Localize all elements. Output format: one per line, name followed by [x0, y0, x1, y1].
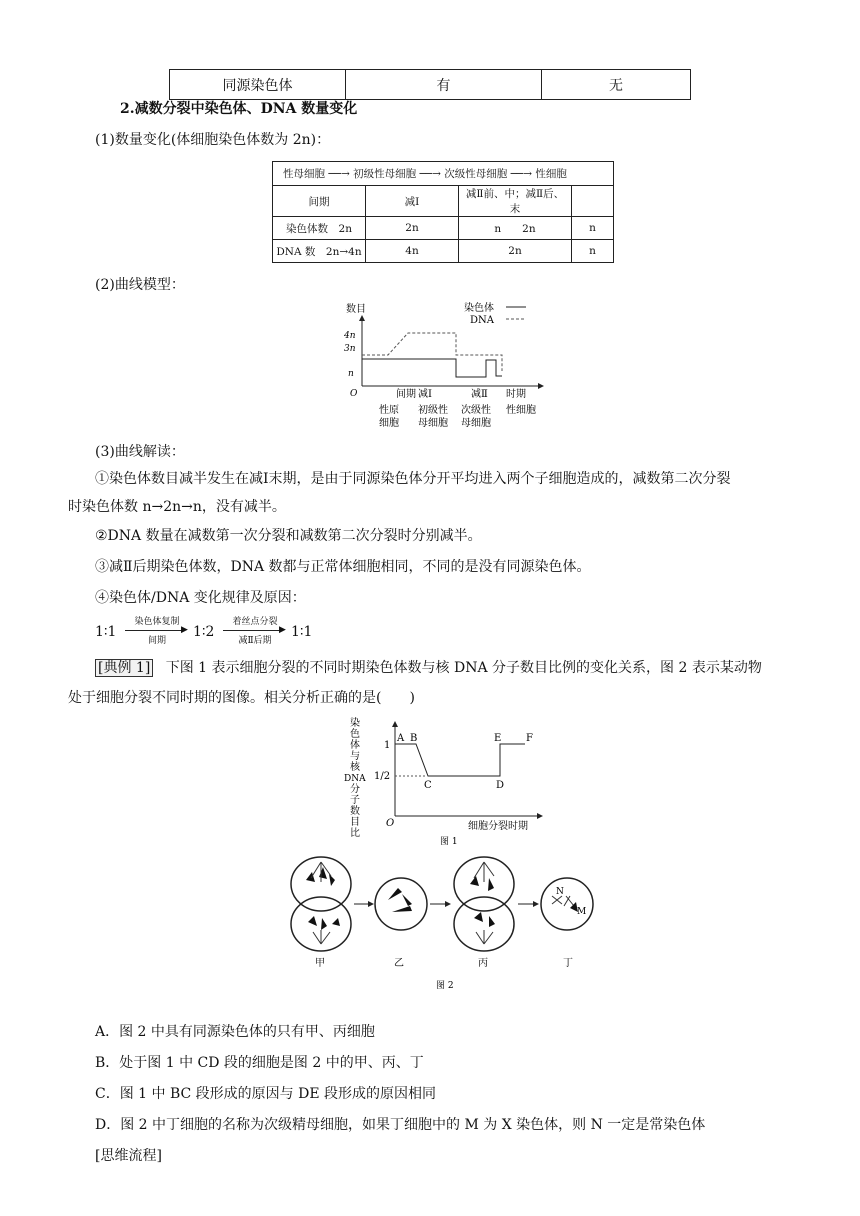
legend-chromosome: 染色体 [464, 303, 494, 314]
subheading-1: (1)数量变化(体细胞染色体数为 2n)： [95, 132, 331, 148]
paragraph: ③减Ⅱ后期染色体数，DNA 数都与正常体细胞相同，不同的是没有同源染色体。 [95, 559, 591, 575]
y-label-char: 分 [350, 784, 360, 795]
table-cell: 同源染色体 [170, 70, 346, 100]
table-cell: 有 [346, 70, 542, 100]
y-label-char: 体 [350, 740, 360, 751]
y-tick-label: 1/2 [374, 771, 391, 782]
paragraph: ①染色体数目减半发生在减Ⅰ末期，是由于同源染色体分开平均进入两个子细胞造成的，减数第二次分裂 [95, 471, 731, 487]
subheading-2: (2)曲线模型： [95, 277, 185, 293]
x-axis-label: 细胞分裂时期 [468, 821, 528, 832]
cell-label: 乙 [394, 958, 404, 969]
phase-label: 减Ⅱ [471, 389, 488, 400]
y-label-char: 与 [350, 751, 360, 762]
y-label-char: 数 [350, 806, 360, 817]
table-cell: n 2n [459, 217, 572, 240]
thinking-flow-heading: [思维流程] [95, 1148, 162, 1164]
y-axis-label [344, 716, 366, 839]
y-tick-label: n [348, 369, 354, 379]
curve-model-figure [336, 298, 556, 430]
y-label-char: 核 [350, 762, 360, 773]
section-title: 2.减数分裂中染色体、DNA 数量变化 [120, 101, 358, 117]
cell-label: 甲 [315, 958, 325, 969]
arrow-label-bottom: 间期 [147, 636, 166, 646]
y-tick-label: 3n [344, 344, 356, 354]
cell-label: 初级性 [418, 405, 448, 416]
cell-label: 性细胞 [506, 405, 536, 416]
arrow-head: ▶ [279, 625, 286, 635]
arrow-label-top: 着丝点分裂 [232, 617, 278, 627]
chromosome-curve [362, 359, 502, 377]
cell-label: 丙 [478, 958, 488, 969]
figure-caption: 图 2 [436, 981, 454, 991]
y-label-char: 比 [350, 828, 360, 839]
phase-label: 减Ⅰ [418, 389, 432, 400]
x-arrow [537, 813, 543, 819]
point-label: D [496, 780, 505, 791]
table-cell: 无 [542, 70, 691, 100]
arrow-line [125, 630, 185, 631]
count-table-header: 性母细胞 ──→ 初级性母细胞 ──→ 次级性母细胞 ──→ 性细胞 [273, 162, 614, 186]
y-tick-label: 4n [344, 331, 356, 341]
arrow-line [223, 630, 283, 631]
table-cell: DNA 数 2n→4n [273, 240, 366, 263]
x-arrow [538, 383, 544, 389]
table-cell: 4n [366, 240, 459, 263]
legend-dna: DNA [470, 315, 494, 326]
figure-2 [284, 852, 604, 992]
cell-ding [541, 878, 593, 930]
y-label-char: 子 [350, 795, 360, 806]
ratio-formula [95, 614, 415, 650]
table-cell: 减Ⅱ前、中；减Ⅱ后、末 [459, 186, 572, 217]
point-label: F [526, 733, 533, 744]
example-line-2: 处于细胞分裂不同时期的图像。相关分析正确的是( ) [68, 690, 415, 706]
point-label: C [424, 780, 432, 791]
count-table [272, 161, 614, 263]
y-arrow [359, 315, 365, 321]
cell-label: 细胞 [379, 418, 399, 429]
figure-1 [340, 716, 550, 848]
homolog-table [169, 69, 691, 100]
ratio-value: 1∶2 [193, 624, 215, 640]
y-arrow [392, 721, 398, 727]
arrow-head [368, 901, 374, 907]
ratio-value: 1∶1 [291, 624, 313, 640]
point-label: B [410, 733, 418, 744]
paragraph: ④染色体/DNA 变化规律及原因： [95, 590, 306, 606]
table-cell: 减Ⅰ [366, 186, 459, 217]
table-cell: n [572, 240, 614, 263]
arrow-head [533, 901, 539, 907]
example-tag: [典例 1] [95, 659, 153, 677]
marker-label: M [577, 907, 587, 917]
cell-bing [454, 857, 514, 951]
figure-caption: 图 1 [440, 837, 458, 847]
y-label-char: 目 [350, 817, 360, 828]
ratio-curve [395, 744, 525, 776]
marker-label: N [556, 887, 564, 897]
point-label: E [494, 733, 502, 744]
cell-yi [375, 878, 427, 930]
table-cell: n [572, 217, 614, 240]
table-cell: 2n [366, 217, 459, 240]
origin-label: O [350, 389, 358, 399]
origin-label: O [386, 818, 395, 829]
phase-label: 间期 [396, 389, 416, 400]
y-tick-label: 1 [384, 740, 391, 751]
table-cell: 染色体数 2n [273, 217, 366, 240]
y-label-char: DNA [344, 774, 366, 784]
table-cell [572, 186, 614, 217]
cell-label: 母细胞 [418, 418, 448, 429]
example-line [95, 658, 762, 678]
y-label-char: 色 [350, 729, 360, 740]
y-axis-title: 数目 [346, 304, 366, 315]
arrow-head: ▶ [181, 625, 188, 635]
point-label: A [397, 733, 405, 744]
arrow-label-bottom: 减Ⅱ后期 [238, 636, 272, 646]
option-b: B．处于图 1 中 CD 段的细胞是图 2 中的甲、丙、丁 [95, 1055, 424, 1071]
paragraph: 时染色体数 n→2n→n，没有减半。 [68, 499, 286, 515]
cell-label: 丁 [563, 958, 573, 969]
table-cell: 间期 [273, 186, 366, 217]
phase-label: 时期 [506, 389, 526, 400]
option-d: D．图 2 中丁细胞的名称为次级精母细胞，如果丁细胞中的 M 为 X 染色体，则 N 一定是常染色体 [95, 1117, 706, 1133]
option-c: C．图 1 中 BC 段形成的原因与 DE 段形成的原因相同 [95, 1086, 437, 1102]
ratio-value: 1∶1 [95, 624, 117, 640]
option-a: A．图 2 中具有同源染色体的只有甲、丙细胞 [95, 1024, 375, 1040]
y-label-char: 染 [350, 718, 360, 729]
cell-label: 母细胞 [461, 418, 491, 429]
example-text: 下图 1 表示细胞分裂的不同时期染色体数与核 DNA 分子数目比例的变化关系，图 2 表示某动物 [165, 660, 762, 676]
subheading-3: (3)曲线解读： [95, 444, 185, 460]
table-cell: 2n [459, 240, 572, 263]
cell-label: 性原 [379, 405, 399, 416]
arrow-head [445, 901, 451, 907]
dna-curve [362, 333, 502, 371]
paragraph: ②DNA 数量在减数第一次分裂和减数第二次分裂时分别减半。 [95, 528, 482, 544]
cell-jia [291, 857, 351, 951]
cell-label: 次级性 [461, 405, 491, 416]
arrow-label-top: 染色体复制 [134, 617, 180, 627]
